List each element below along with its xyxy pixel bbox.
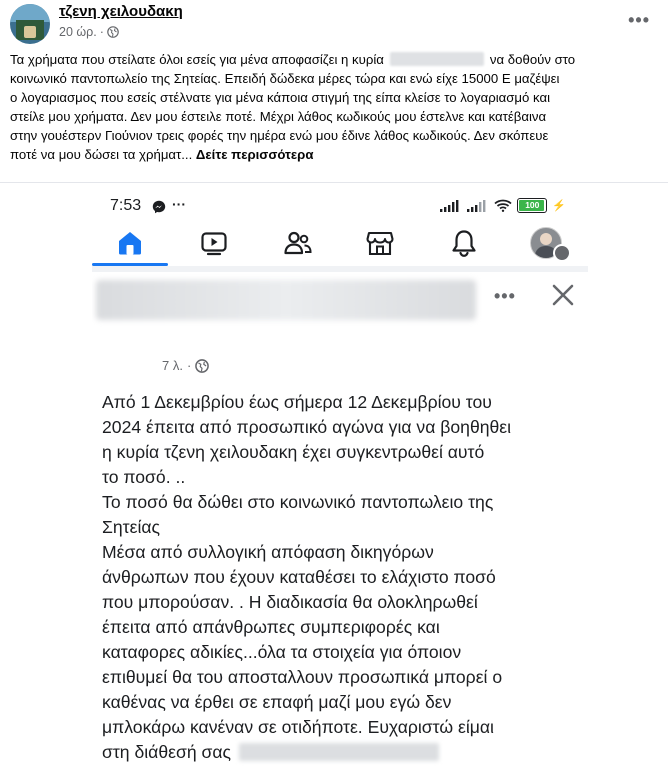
redacted-text bbox=[239, 743, 439, 761]
globe-icon bbox=[107, 26, 119, 38]
see-more-link[interactable]: Δείτε περισσότερα bbox=[195, 147, 314, 162]
battery-icon: 100 bbox=[517, 198, 547, 213]
inner-text-line: που μπορούσαν. . Η διαδικασία θα ολοκληρωθεί bbox=[102, 592, 478, 612]
inner-text-line: η κυρία τζενη χειλουδακη έχει συγκεντρωθεί αυτό bbox=[102, 442, 485, 462]
inner-post-header bbox=[92, 274, 588, 324]
post-time[interactable]: 20 ώρ. bbox=[59, 25, 97, 39]
redacted-name bbox=[390, 52, 484, 66]
bell-icon bbox=[449, 228, 479, 258]
status-icons bbox=[440, 198, 566, 213]
video-icon bbox=[199, 228, 229, 258]
messenger-icon bbox=[152, 200, 166, 214]
inner-text-line: Το ποσό θα δώθει στο κοινωνικό παντοπωλειο της bbox=[102, 492, 494, 512]
attached-screenshot[interactable] bbox=[92, 188, 588, 768]
friends-icon bbox=[283, 228, 313, 258]
inner-text-line: Σητείας bbox=[102, 517, 161, 537]
divider bbox=[0, 182, 668, 183]
signal-icon bbox=[440, 200, 462, 212]
phone-status-bar bbox=[92, 188, 588, 224]
close-icon[interactable] bbox=[550, 282, 576, 308]
marketplace-icon bbox=[365, 228, 395, 258]
inner-text-line: μπλοκάρω κανέναν σε οτιδήποτε. Ευχαριστώ είμαι bbox=[102, 717, 494, 737]
redacted-author bbox=[96, 280, 476, 320]
facebook-nav-bar bbox=[92, 222, 588, 266]
author-avatar[interactable] bbox=[10, 4, 50, 44]
inner-text-line: καταφορες αδικίες...όλα τα στοιχεία για όποιον bbox=[102, 642, 462, 662]
post-options-button[interactable]: ••• bbox=[628, 10, 650, 30]
signal-icon-2 bbox=[467, 200, 489, 212]
inner-post-time[interactable]: 7 λ. bbox=[162, 358, 183, 373]
status-time: 7:53 bbox=[110, 197, 142, 214]
inner-text-line: έπειτα από απάνθρωπες συμπεριφορές και bbox=[102, 617, 440, 637]
inner-text-line: άνθρωπων που έχουν καταθέσει το ελάχιστο ποσό bbox=[102, 567, 496, 587]
author-name[interactable]: τζενη χειλουδακη bbox=[59, 3, 183, 20]
globe-icon bbox=[195, 359, 209, 373]
post-meta: 20 ώρ. · bbox=[59, 25, 119, 39]
inner-text-line: καθένας να έρθει σε επαφή μαζί μου εγώ δεν bbox=[102, 692, 452, 712]
inner-options-button[interactable]: ••• bbox=[494, 286, 516, 306]
nav-profile[interactable] bbox=[516, 222, 576, 264]
inner-text-line: στη διάθεσή σας bbox=[102, 742, 232, 762]
post-header bbox=[0, 0, 668, 46]
home-icon bbox=[115, 228, 145, 258]
inner-text-line: το ποσό. .. bbox=[102, 467, 186, 487]
inner-text-line: 2024 έπειτα από προσωπικό αγώνα για να βοηθηθει bbox=[102, 417, 512, 437]
status-more-dots: ··· bbox=[172, 196, 186, 212]
inner-post-meta: 7 λ. · bbox=[162, 358, 209, 373]
nav-divider bbox=[92, 266, 588, 272]
nav-home[interactable] bbox=[100, 222, 160, 264]
wifi-icon bbox=[494, 199, 512, 212]
inner-text-line: Από 1 Δεκεμβρίου έως σήμερα 12 Δεκεμβρίου του bbox=[102, 392, 492, 412]
nav-friends[interactable] bbox=[268, 222, 328, 264]
charging-icon: ⚡ bbox=[552, 200, 566, 212]
nav-video[interactable] bbox=[184, 222, 244, 264]
nav-notifications[interactable] bbox=[434, 222, 494, 264]
inner-text-line: Μέσα από συλλογική απόφαση δικηγόρων bbox=[102, 542, 434, 562]
menu-badge-icon bbox=[553, 244, 571, 262]
post-text: Τα χρήματα που στείλατε όλοι εσείς για μένα αποφασίζει η κυρία να δοθούν στο κοινωνικό παντοπωλείο της Σητείας. Επειδή δώδεκα μέρες τώρα και ενώ είχε 15000 Ε μαζέψει ο λογαριασμος που εσείς στέλνατε για μένα κάποια στιγμή της είπα κλείσε το λογαριασμό και στείλε μου χρήματα. Δεν μου έστειλε ποτέ. Μέχρι λάθος κωδικούς μου έστελνε και κατέβαινα στην γουέστερν Γιούνιον τρεις φορές την ημέρα ενώ μου έδινε λάθος κωδικούς. Δεν σκόπευε ποτέ να μου δώσει τα χρήματ... Δείτε περισσότερα bbox=[10, 52, 576, 162]
inner-text-line: επιθυμεί θα του αποσταλλουν προσωπικά μπορεί ο bbox=[102, 667, 503, 687]
nav-marketplace[interactable] bbox=[350, 222, 410, 264]
inner-post-text bbox=[102, 390, 582, 765]
